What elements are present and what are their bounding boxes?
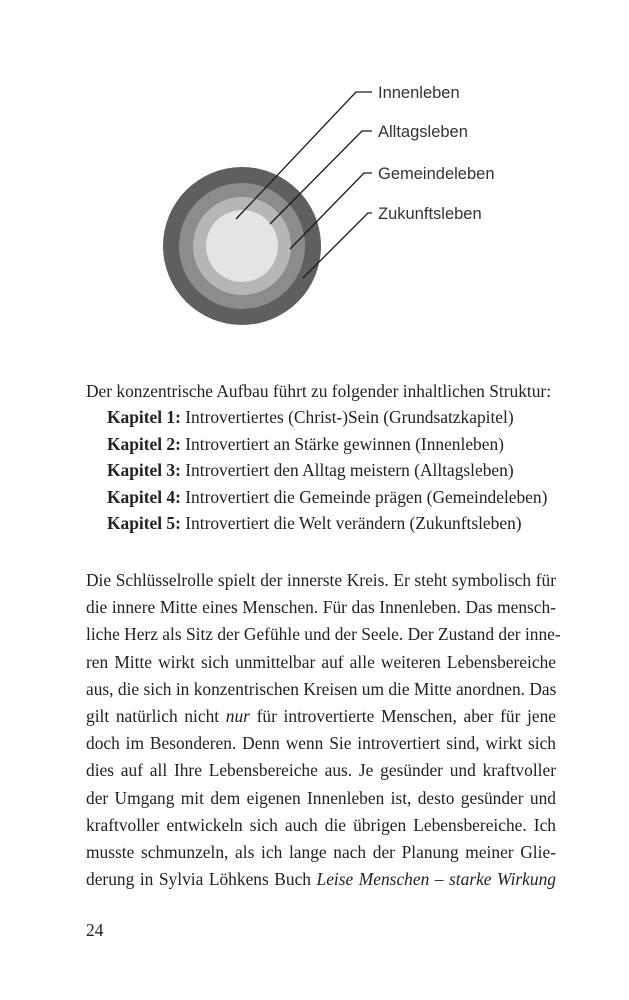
chapter-label: Kapitel 1:: [107, 407, 181, 427]
chapter-item: [107, 404, 547, 431]
label-zukunftsleben: Zukunftsleben: [378, 205, 482, 223]
label-gemeindeleben: Gemeindeleben: [378, 165, 495, 183]
chapter-item: [107, 431, 547, 458]
paragraph-line: [86, 703, 556, 730]
emphasis: nur: [225, 706, 250, 727]
body-paragraph: [86, 567, 561, 893]
chapter-title: Introvertiert die Gemeinde prägen (Gemeindeleben): [180, 486, 548, 507]
paragraph-line: Die Schlüsselrolle spielt der innerste Kreis. Er steht symbolisch für: [86, 570, 556, 590]
concentric-circles-diagram: [0, 0, 629, 360]
page-number: 24: [86, 920, 104, 940]
chapter-label: Kapitel 4:: [107, 486, 181, 507]
text-run: für introvertierte Menschen, aber für jene: [249, 706, 556, 727]
chapter-item: [107, 457, 547, 484]
chapter-label: Kapitel 5:: [107, 513, 181, 534]
paragraph-line: doch im Besonderen. Denn wenn Sie introvertiert sind, wirkt sich: [86, 733, 556, 754]
chapter-title: Introvertiertes (Christ-)Sein (Grundsatzkapitel): [180, 407, 514, 427]
chapter-item: [107, 510, 547, 537]
book-title: Leise Menschen – starke Wirkung: [316, 869, 556, 890]
chapter-title: Introvertiert die Welt verändern (Zukunftsleben): [180, 513, 522, 534]
label-alltagsleben: Alltagsleben: [378, 123, 468, 141]
chapter-list: [107, 404, 547, 537]
chapter-title: Introvertiert an Stärke gewinnen (Innenleben): [180, 433, 504, 454]
paragraph-line: die innere Mitte eines Menschen. Für das Innenleben. Das mensch-: [86, 597, 556, 618]
text-run: derung in Sylvia Löhkens Buch: [86, 869, 317, 890]
structure-intro: Der konzentrische Aufbau führt zu folgender inhaltlichen Struktur:: [86, 381, 552, 401]
paragraph-line: ren Mitte wirkt sich unmittelbar auf alle weiteren Lebensbereiche: [86, 651, 556, 672]
label-innenleben: Innenleben: [378, 84, 460, 102]
paragraph-line: liche Herz als Sitz der Gefühle und der Seele. Der Zustand der inne-: [86, 624, 561, 645]
ring-innenleben: [206, 210, 278, 282]
text-run: gilt natürlich nicht: [86, 706, 226, 727]
paragraph-line: der Umgang mit dem eigenen Innenleben ist, desto gesünder und: [86, 787, 556, 808]
paragraph-line: kraftvoller entwickeln sich auch die übrigen Lebensbereiche. Ich: [86, 814, 556, 835]
paragraph-line: musste schmunzeln, als ich lange nach der Planung meiner Glie-: [86, 842, 556, 863]
paragraph-line: aus, die sich in konzentrischen Kreisen um die Mitte anordnen. Das: [86, 678, 557, 699]
chapter-label: Kapitel 3:: [107, 460, 181, 481]
paragraph-line: [86, 866, 556, 893]
chapter-label: Kapitel 2:: [107, 433, 181, 454]
paragraph-line: dies auf all Ihre Lebensbereiche aus. Je gesünder und kraftvoller: [86, 760, 556, 781]
chapter-item: [107, 484, 547, 511]
chapter-title: Introvertiert den Alltag meistern (Alltagsleben): [180, 460, 514, 481]
